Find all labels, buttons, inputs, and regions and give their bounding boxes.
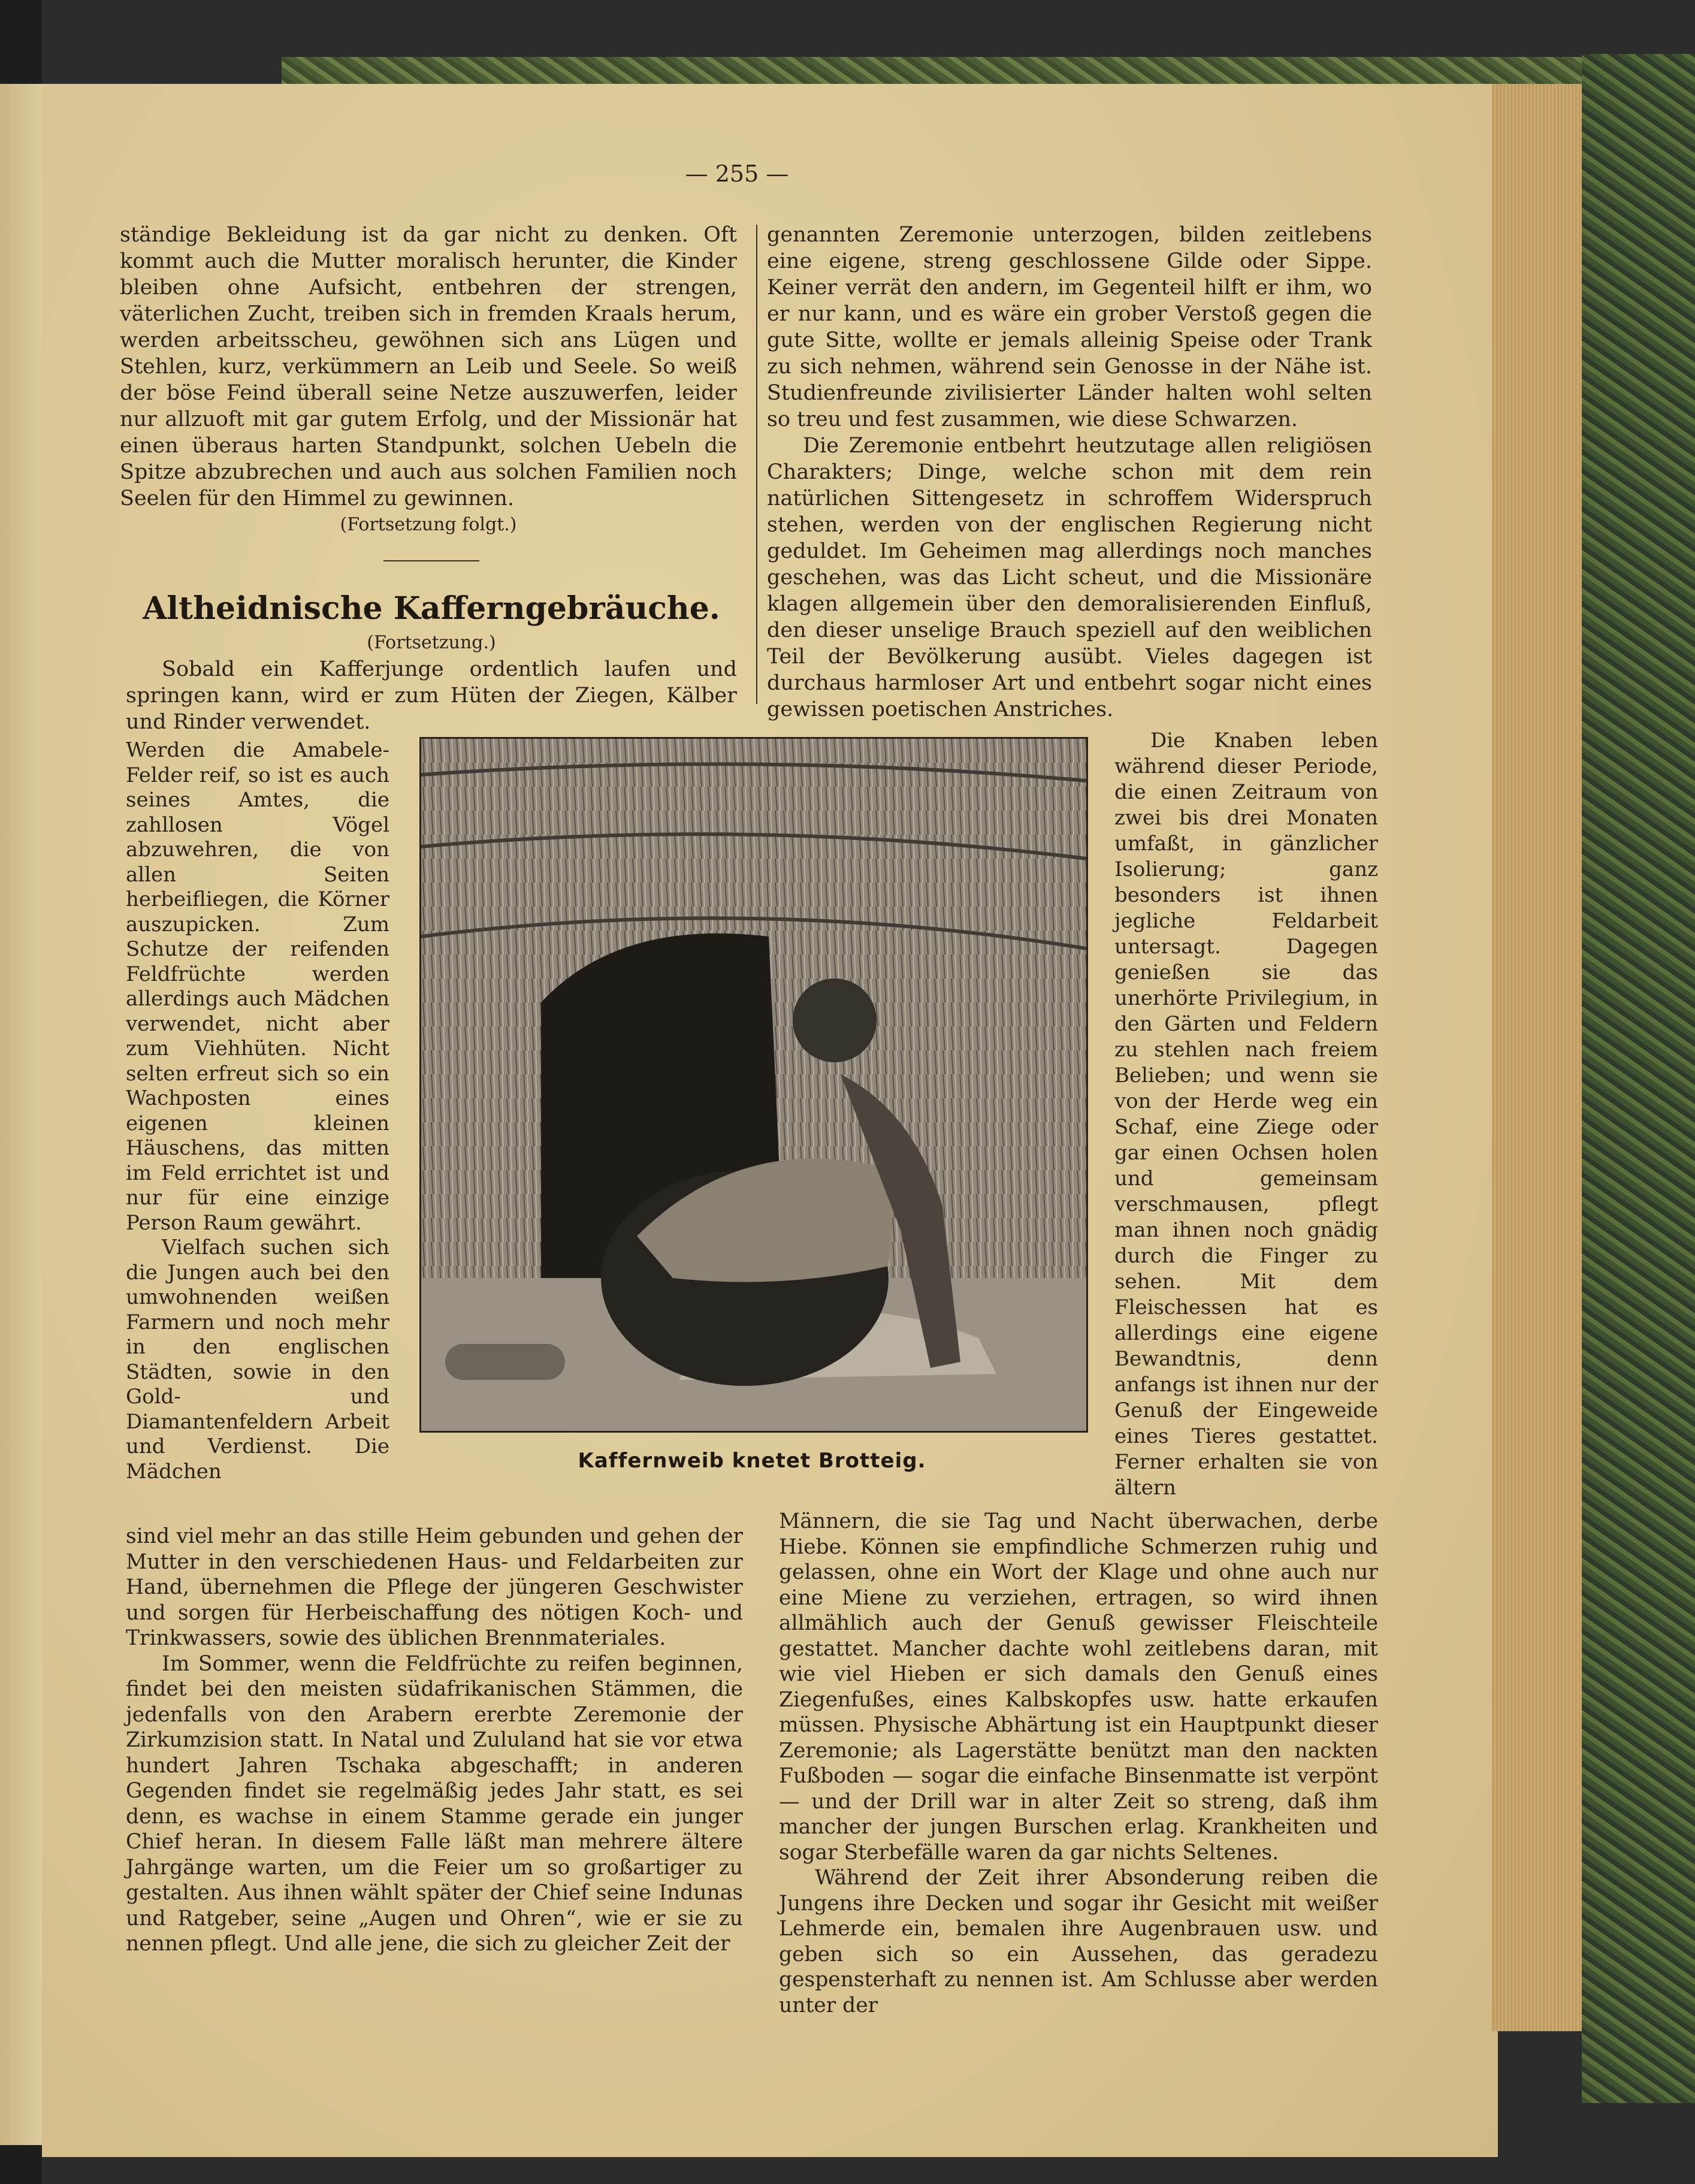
hut-photo-illustration	[421, 739, 1086, 1431]
facing-page-edge	[0, 84, 48, 2145]
right-column-bottom	[779, 1509, 1378, 2018]
paragraph: Werden die Amabele-Felder reif, so ist es auch seines Amtes, die zahllosen Vögel abzuwehren, die von allen Seiten herbeifliegen, die Körner auszupicken. Zum Schutze der reifenden Feldfrüchte werden allerdings auch Mädchen verwendet, nicht aber zum Viehhüten. Nicht selten erfreut sich so ein Wachposten eines eigenen kleinen Häuschens, das mitten im Feld errichtet ist und nur für eine einzige Person Raum gewährt.	[126, 738, 389, 1235]
paragraph: Männern, die sie Tag und Nacht überwachen, derbe Hiebe. Können sie empfindliche Schmerzen ruhig und gelassen, ohne ein Wort der Klage und ohne auch nur eine Miene zu verziehen, ertragen, so wird ihnen allmählich auch der Genuß gewisser Fleischteile gestattet. Mancher dachte wohl zeitlebens daran, mit wie viel Hieben er sich damals den Genuß eines Ziegenfußes, eines Kalbskopfes usw. hatte erkaufen müssen. Physische Abhärtung ist ein Hauptpunkt dieser Zeremonie; als Lagerstätte benützt man den nackten Fußboden — sogar die einfache Binsenmatte ist verpönt — und der Drill war in alter Zeit so streng, daß ihm mancher der jungen Burschen erlag. Krankheiten und sogar Sterbefälle waren da gar nichts Seltenes.	[779, 1509, 1378, 1865]
article-subtitle: (Fortsetzung.)	[367, 632, 496, 653]
page-stack-edges	[1492, 84, 1582, 2031]
column-rule	[756, 225, 757, 704]
paragraph: Im Sommer, wenn die Feldfrüchte zu reifen beginnen, findet bei den meisten südafrikanischen Stämmen, die jedenfalls von den Arabern ererbte Zeremonie der Zirkumzision statt. In Natal und Zululand hat sie vor etwa hundert Jahren Tschaka abgeschafft; in anderen Gegenden findet sie regelmäßig jedes Jahr statt, es sei denn, es wachse in einem Stamme gerade ein junger Chief heran. In diesem Falle läßt man mehrere ältere Jahrgänge warten, um die Feier um so großartiger zu gestalten. Aus ihnen wählt später der Chief seine Indunas und Ratgeber, seine „Augen und Ohren“, wie er sie zu nennen pflegt. Und alle jene, die sich zu gleicher Zeit der	[126, 1651, 743, 1956]
article-title: Altheidnische Kafferngebräuche.	[143, 590, 720, 627]
paragraph: Die Knaben leben während dieser Periode, die einen Zeitraum von zwei bis drei Monaten umfaßt, in gänzlicher Isolierung; ganz besonders ist ihnen jegliche Feldarbeit untersagt. Dagegen genießen sie das unerhörte Privilegium, in den Gärten und Feldern zu stehlen nach freiem Belieben; und wenn sie von der Herde weg ein Schaf, eine Ziege oder gar einen Ochsen holen und gemeinsam verschmausen, pflegt man ihnen noch gnädig durch die Finger zu sehen. Mit dem Fleischessen hat es allerdings eine eigene Bewandtnis, denn anfangs ist ihnen nur der Genuß der Eingeweide eines Tieres gestattet. Ferner erhalten sie von ältern	[1114, 729, 1378, 1500]
photo-caption: Kaffernweib knetet Brotteig.	[578, 1449, 926, 1473]
section-divider	[383, 560, 479, 561]
left-column-top	[120, 222, 737, 538]
article-intro	[126, 656, 737, 735]
left-column-bottom	[126, 1524, 743, 1957]
binding-cover-right	[1582, 54, 1695, 2103]
paragraph: Vielfach suchen sich die Jungen auch bei den umwohnenden weißen Farmern und noch mehr in den englischen Städten, sowie in den Gold- und Diamantenfeldern Arbeit und Verdienst. Die Mädchen	[126, 1236, 389, 1484]
paragraph: ständige Bekleidung ist da gar nicht zu denken. Oft kommt auch die Mutter moralisch herunter, die Kinder bleiben ohne Aufsicht, entbehren der strengen, väterlichen Zucht, treiben sich in fremden Kraals herum, werden arbeitsscheu, gewöhnen sich ans Lügen und Stehlen, kurz, verkümmern an Leib und Seele. So weiß der böse Feind überall seine Netze auszuwerfen, leider nur allzuoft mit gar gutem Erfolg, und der Missionär hat einen überaus harten Standpunkt, solchen Uebeln die Spitze abzubrechen und auch aus solchen Familien noch Seelen für den Himmel zu gewinnen.	[120, 223, 737, 510]
page-number: — 255 —	[685, 161, 789, 187]
paragraph: Sobald ein Kafferjunge ordentlich laufen und springen kann, wird er zum Hüten der Ziegen, Kälber und Rinder verwendet.	[126, 657, 737, 734]
continued-note: (Fortsetzung folgt.)	[340, 514, 517, 535]
left-narrow-column	[126, 738, 389, 1484]
photo	[419, 737, 1088, 1433]
paragraph: Während der Zeit ihrer Absonderung reiben die Jungens ihre Decken und sogar ihr Gesicht mit weißer Lehmerde ein, bemalen ihre Augenbrauen usw. und geben sich so ein Aussehen, das geradezu gespensterhaft zu nennen ist. Am Schlusse aber werden unter der	[779, 1866, 1378, 2017]
paragraph: Die Zeremonie entbehrt heutzutage allen religiösen Charakters; Dinge, welche schon mit dem rein natürlichen Sittengesetz in schroffem Widerspruch stehen, werden von der englischen Regierung nicht geduldet. Im Geheimen mag allerdings noch manches geschehen, was das Licht scheut, und die Missionäre klagen allgemein über den demoralisierenden Einfluß, den dieser unselige Brauch speziell auf den weiblichen Teil der Bevölkerung ausübt. Vieles dagegen ist durchaus harmloser Art und entbehrt sogar nicht eines gewissen poetischen Anstriches.	[767, 434, 1372, 721]
paragraph: sind viel mehr an das stille Heim gebunden und gehen der Mutter in den verschiedenen Haus- und Feldarbeiten zur Hand, übernehmen die Pflege der jüngeren Geschwister und sorgen für Herbeischaffung des nötigen Koch- und Trinkwassers, sowie des üblichen Brennmateriales.	[126, 1524, 743, 1650]
right-narrow-column	[1114, 728, 1378, 1501]
right-column-top	[767, 222, 1372, 723]
paragraph: genannten Zeremonie unterzogen, bilden zeitlebens eine eigene, streng geschlossene Gilde oder Sippe. Keiner verrät den andern, im Gegenteil hilft er ihm, wo er nur kann, und es wäre ein grober Verstoß gegen die gute Sitte, wollte er jemals alleinig Speise oder Trank zu sich nehmen, während sein Genosse in der Nähe ist. Studienfreunde zivilisierter Länder halten wohl selten so treu und fest zusammen, wie diese Schwarzen.	[767, 223, 1372, 431]
